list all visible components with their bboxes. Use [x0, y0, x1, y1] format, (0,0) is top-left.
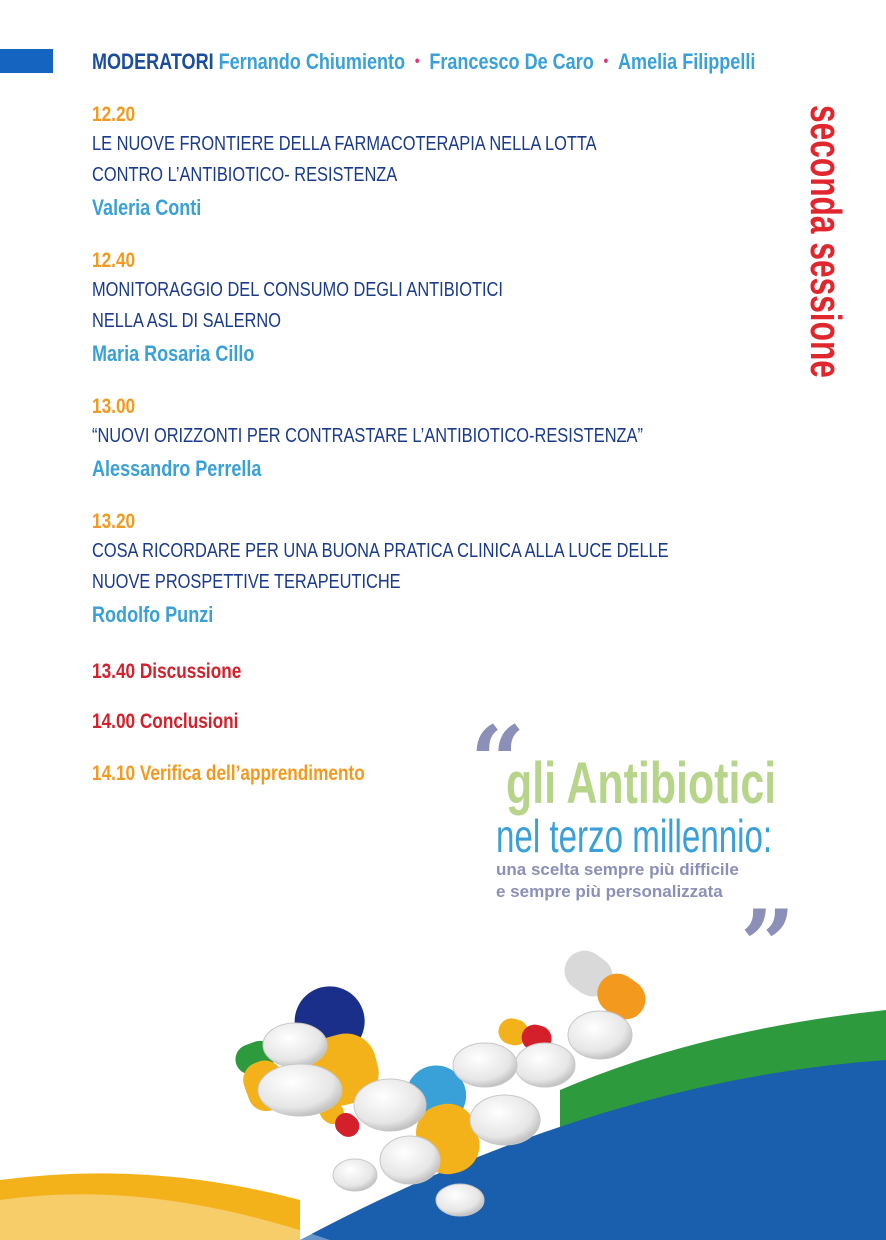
open-quote-mark: “	[470, 705, 526, 818]
tablet	[436, 1184, 484, 1216]
quote-title-line2: nel terzo millennio:	[496, 810, 773, 862]
closing-item-discussion: 13.40 Discussione	[92, 660, 242, 683]
corner-accent-bar	[0, 49, 53, 73]
closing-item-conclusions: 14.00 Conclusioni	[92, 710, 239, 733]
section-title-vertical	[800, 105, 850, 405]
session-title-line: LE NUOVE FRONTIERE DELLA FARMACOTERAPIA NELLA LOTTA	[92, 133, 597, 155]
session-title-line: NUOVE PROSPETTIVE TERAPEUTICHE	[92, 571, 401, 593]
closing-item-verification: 14.10 Verifica dell’apprendimento	[92, 762, 365, 785]
session-speaker: Rodolfo Punzi	[92, 602, 214, 627]
quote-subtitle-line2: e sempre più personalizzata	[496, 882, 723, 901]
session-title-line: COSA RICORDARE PER UNA BUONA PRATICA CLINICA ALLA LUCE DELLE	[92, 540, 669, 562]
close-quote-mark: ”	[740, 889, 796, 1002]
session-time: 12.20	[92, 103, 136, 126]
tablet	[568, 1011, 632, 1059]
tablet	[515, 1043, 575, 1087]
moderators-label: MODERATORI	[92, 49, 214, 74]
session-item	[92, 510, 795, 632]
session-time: 12.40	[92, 249, 136, 272]
tablet	[470, 1095, 540, 1145]
tablet	[263, 1023, 327, 1067]
quote-title-line1: gli Antibiotici	[506, 751, 777, 816]
quote-subtitle-line1: una scelta sempre più difficile	[496, 860, 739, 879]
event-quote	[470, 705, 810, 1002]
session-title-line: CONTRO L’ANTIBIOTICO- RESISTENZA	[92, 164, 398, 186]
session-title-line: “NUOVI ORIZZONTI PER CONTRASTARE L’ANTIBIOTICO-RESISTENZA”	[92, 425, 643, 447]
tablet	[258, 1064, 342, 1116]
tablet	[333, 1159, 377, 1191]
moderators-line	[92, 49, 755, 75]
tablet	[380, 1136, 440, 1184]
moderator-name: Amelia Filippelli	[618, 49, 756, 74]
session-speaker: Alessandro Perrella	[92, 456, 262, 481]
tablet	[354, 1079, 426, 1131]
session-time: 13.20	[92, 510, 136, 533]
moderator-name: Fernando Chiumiento	[218, 49, 406, 74]
separator-dot: •	[603, 53, 609, 70]
session-item	[92, 103, 707, 225]
separator-dot: •	[414, 53, 420, 70]
session-speaker: Valeria Conti	[92, 195, 202, 220]
section-title: seconda sessione	[801, 105, 850, 378]
session-item	[92, 249, 593, 371]
session-speaker: Maria Rosaria Cillo	[92, 341, 255, 366]
moderator-name: Francesco De Caro	[429, 49, 594, 74]
session-item	[92, 395, 764, 486]
tablet	[453, 1043, 517, 1087]
session-title-line: MONITORAGGIO DEL CONSUMO DEGLI ANTIBIOTICI	[92, 279, 503, 301]
session-title-line: NELLA ASL DI SALERNO	[92, 310, 281, 332]
session-time: 13.00	[92, 395, 136, 418]
pills-illustration	[0, 930, 886, 1240]
